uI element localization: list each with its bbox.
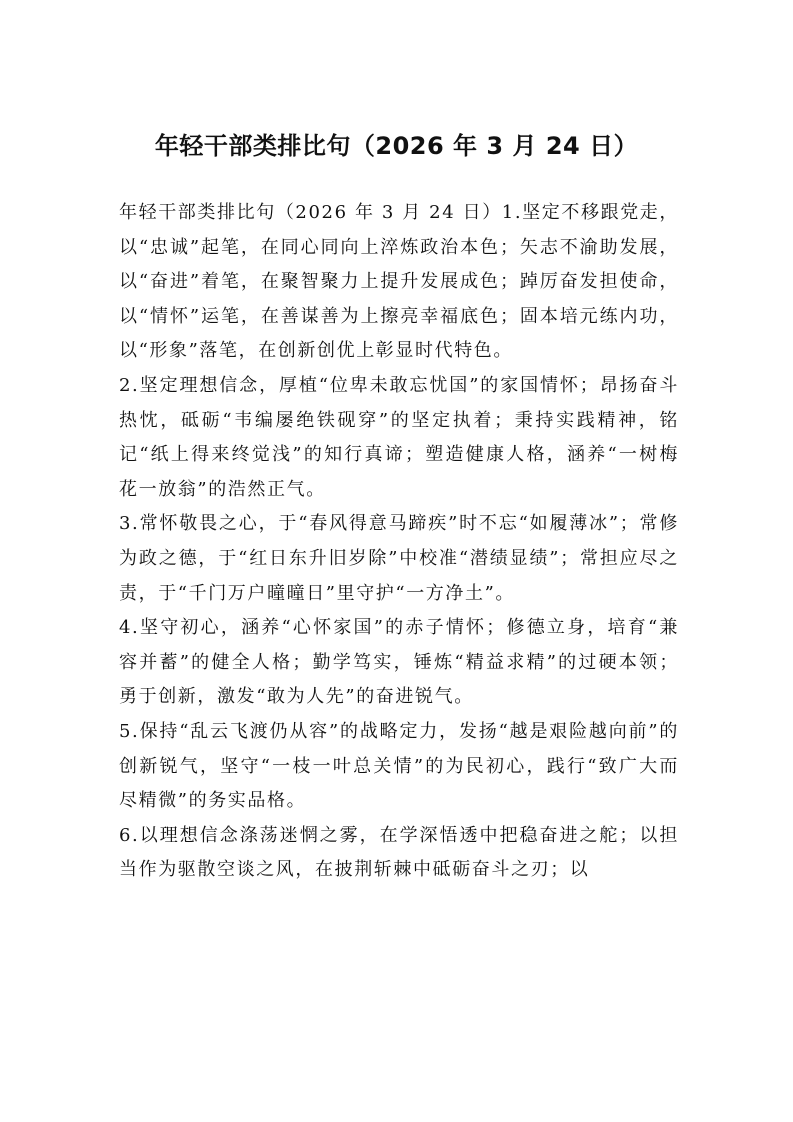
paragraph-6: 6.以理想信念涤荡迷惘之雾，在学深悟透中把稳奋进之舵；以担当作为驱散空谈之风，在披荆斩棘中砥砺奋斗之刃；以	[119, 824, 679, 881]
paragraph-5: 5.保持“乱云飞渡仍从容”的战略定力，发扬“越是艰险越向前”的创新锐气，坚守“一枝一叶总关情”的为民初心，践行“致广大而尽精微”的务实品格。	[119, 720, 679, 812]
paragraph-4: 4.坚守初心，涵养“心怀家国”的赤子情怀；修德立身，培育“兼容并蓄”的健全人格；勤学笃实，锤炼“精益求精”的过硬本领；勇于创新，激发“敢为人先”的奋进锐气。	[119, 617, 679, 708]
paragraph-2: 2.坚定理想信念，厚植“位卑未敢忘忧国”的家国情怀；昂扬奋斗热忱，砥砺“韦编屡绝铁砚穿”的坚定执着；秉持实践精神，铭记“纸上得来终觉浅”的知行真谛；塑造健康人格，涵养“一树梅花一放翁”的浩然正气。	[119, 374, 679, 500]
document-title: 年轻干部类排比句（2026 年 3 月 24 日）	[154, 132, 639, 160]
paragraph-3: 3.常怀敬畏之心，于“春风得意马蹄疾”时不忘“如履薄冰”；常修为政之德，于“红日东升旧岁除”中校准“潜绩显绩”；常担应尽之责，于“千门万户曈曈日”里守护“一方净土”。	[119, 513, 679, 604]
paragraph-1: 年轻干部类排比句（2026 年 3 月 24 日）1.坚定不移跟党走，以“忠诚”起笔，在同心同向上淬炼政治本色；矢志不渝助发展，以“奋进”着笔，在聚智聚力上提升发展成色；踔厉奋发担使命，以“情怀”运笔，在善谋善为上擦亮幸福底色；固本培元练内功，以“形象”落笔，在创新创优上彰显时代特色。	[119, 202, 679, 362]
document-body	[119, 196, 679, 888]
